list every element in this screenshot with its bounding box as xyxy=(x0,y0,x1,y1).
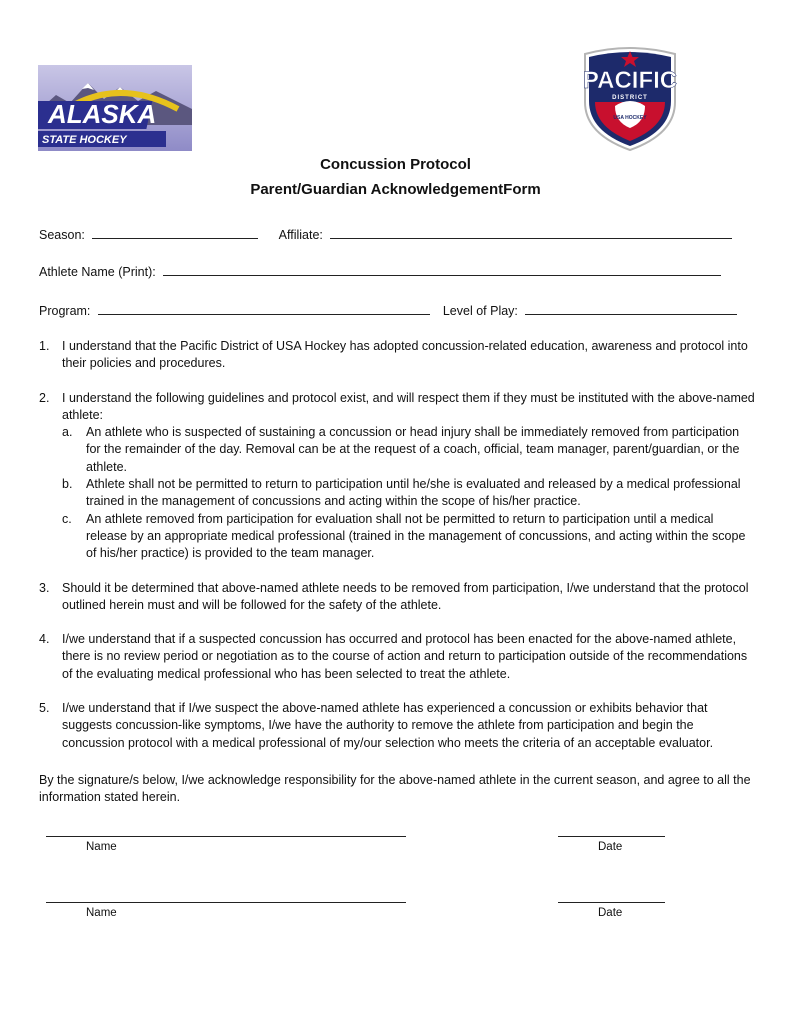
list-item-number: 5. xyxy=(39,701,50,716)
list-item-number: 2. xyxy=(39,390,50,405)
season-field[interactable] xyxy=(92,227,258,239)
list-item-text: I understand the following guidelines and protocol exist, and will respect them if they must be instituted with the above-named athlete: xyxy=(62,390,755,422)
pacific-logo-text: PACIFIC xyxy=(582,67,678,94)
state-hockey-logo-text: STATE HOCKEY xyxy=(42,134,127,146)
program-label: Program: xyxy=(39,304,91,318)
closing-statement: By the signature/s below, I/we acknowledge responsibility for the above-named athlete in the current season, and agree to all the information stated herein. xyxy=(39,773,751,805)
program-field[interactable] xyxy=(98,303,430,315)
season-label: Season: xyxy=(39,228,85,242)
list-item-text: I understand that the Pacific District of USA Hockey has adopted concussion-related education, awareness and protocol into their policies and procedures. xyxy=(62,339,748,371)
program-level-row xyxy=(39,303,737,318)
list-item-text: I/we understand that if I/we suspect the above-named athlete has experienced a concussion or exhibits behavior that suggests concussion-like symptoms, I/we have the authority to remove the athlete from participation and begin the concussion protocol with a medical professional of my/our selection who meets the criteria of an acceptable evaluator. xyxy=(62,701,714,750)
sub-item-letter: a. xyxy=(62,425,73,440)
level-of-play-field[interactable] xyxy=(525,303,737,315)
list-item xyxy=(39,631,755,683)
affiliate-field[interactable] xyxy=(330,227,732,239)
document-subtitle: Parent/Guardian AcknowledgementForm xyxy=(250,181,541,198)
athlete-name-field[interactable] xyxy=(163,264,721,276)
sub-item-text: An athlete removed from participation for evaluation shall not be permitted to return to participation until a medical release by an appropriate medical professional (trained in the management of concussions, and acting within the scope of his/her practice) is provided to the team manager. xyxy=(86,511,746,561)
sub-item-letter: b. xyxy=(62,477,73,492)
list-item xyxy=(39,338,755,373)
name-label-1: Name xyxy=(86,841,117,853)
signature-name-line-2[interactable] xyxy=(46,902,406,903)
name-label-2: Name xyxy=(86,907,117,919)
pacific-district-logo xyxy=(575,44,685,152)
signature-date-line-2[interactable] xyxy=(558,902,665,903)
list-item-text: I/we understand that if a suspected concussion has occurred and protocol has been enacted for the above-named athlete, there is no review period or negotiation as to the course of action and return to participation outside of the recommendations of the evaluating medical professional who has been selected to treat the athlete. xyxy=(62,632,748,681)
date-label-1: Date xyxy=(598,841,623,853)
list-item-text: Should it be determined that above-named athlete needs to be removed from participation, I/we understand that the protocol outlined herein must and will be followed for the safety of the athlete. xyxy=(62,580,749,612)
season-affiliate-row xyxy=(39,227,732,242)
acknowledgement-list xyxy=(39,338,755,752)
document-title: Concussion Protocol xyxy=(320,156,471,173)
signature-date-line-1[interactable] xyxy=(558,836,665,837)
list-item xyxy=(39,700,755,752)
sub-item-letter: c. xyxy=(62,511,72,526)
usa-hockey-logo-text: USA HOCKEY xyxy=(613,115,647,121)
alaska-state-hockey-logo xyxy=(38,65,192,151)
sub-item-text: An athlete who is suspected of sustaining a concussion or head injury shall be immediately removed from participation for the remainder of the day. Removal can be at the request of a coach, official, team manager, parent/guardian, or the athlete. xyxy=(86,425,740,474)
sub-item-text: Athlete shall not be permitted to return to participation until he/she is evaluated and released by a medical professional trained in the management of concussions and acting within the scope of his/her practice. xyxy=(86,477,741,509)
signature-name-line-1[interactable] xyxy=(46,836,406,837)
level-of-play-label: Level of Play: xyxy=(442,304,518,318)
district-logo-text: DISTRICT xyxy=(612,95,648,101)
list-item xyxy=(39,390,755,563)
list-item xyxy=(39,580,755,615)
affiliate-label: Affiliate: xyxy=(278,228,323,242)
alaska-logo-text: ALASKA xyxy=(48,99,157,129)
athlete-name-label: Athlete Name (Print): xyxy=(39,265,156,279)
list-item-number: 1. xyxy=(39,339,50,353)
sub-list-item xyxy=(62,424,755,476)
list-item-number: 4. xyxy=(39,632,50,647)
sub-list-item xyxy=(62,511,755,563)
sub-list-item xyxy=(62,476,755,511)
list-item-number: 3. xyxy=(39,580,50,595)
date-label-2: Date xyxy=(598,907,623,919)
athlete-name-row xyxy=(39,264,721,279)
